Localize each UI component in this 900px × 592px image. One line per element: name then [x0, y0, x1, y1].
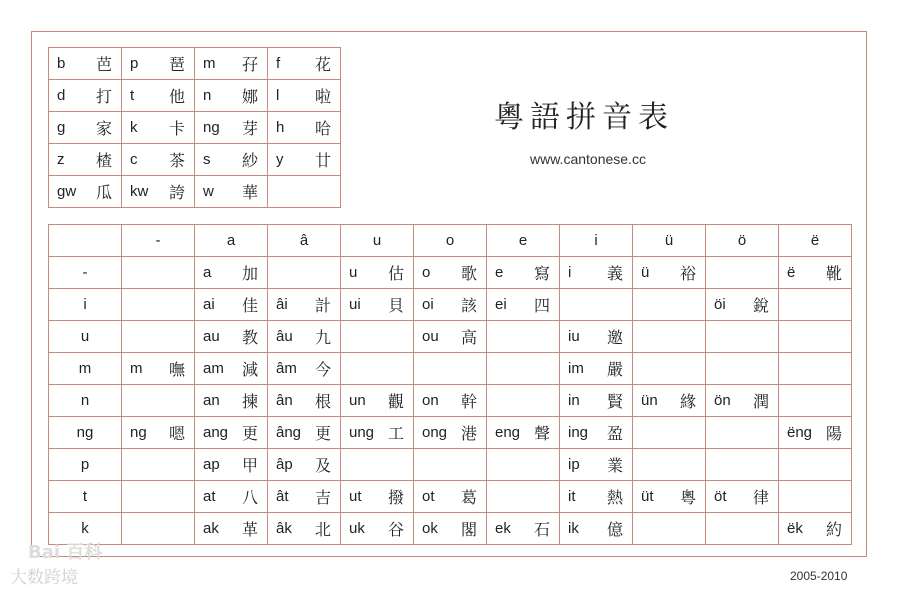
example-character: 家: [95, 119, 112, 138]
final-cell: [487, 321, 560, 353]
romanization: öi: [714, 296, 726, 313]
romanization: y: [276, 151, 284, 168]
romanization: g: [57, 119, 66, 136]
example-character: 吉: [314, 488, 331, 507]
vowel-header: -: [122, 225, 195, 257]
romanization: u: [349, 264, 358, 281]
final-cell: [414, 481, 487, 513]
romanization: p: [130, 55, 139, 72]
initial-cell: [195, 176, 268, 208]
final-cell: [341, 289, 414, 321]
example-character: 盈: [606, 424, 623, 443]
romanization: h: [276, 119, 285, 136]
example-character: 娜: [241, 87, 258, 106]
final-cell: [122, 257, 195, 289]
finals-row: [49, 417, 852, 449]
final-cell: [195, 353, 268, 385]
example-character: 更: [314, 424, 331, 443]
example-character: 揀: [241, 392, 258, 411]
initial-cell: [268, 48, 341, 80]
final-cell: [341, 417, 414, 449]
example-character: 楂: [95, 151, 112, 170]
example-character: 葛: [460, 488, 477, 507]
final-cell: [633, 385, 706, 417]
finals-row: [49, 321, 852, 353]
final-cell: [341, 385, 414, 417]
romanization: m: [130, 360, 143, 377]
initial-cell: [122, 144, 195, 176]
example-character: 教: [241, 328, 258, 347]
final-cell: [414, 321, 487, 353]
romanization: e: [495, 264, 504, 281]
example-character: 撥: [387, 488, 404, 507]
watermark-logo: Bai 百科: [28, 542, 103, 563]
romanization: ëk: [787, 520, 803, 537]
website-url: www.cantonese.cc: [530, 151, 646, 167]
romanization: s: [203, 151, 211, 168]
finals-row: [49, 513, 852, 545]
romanization: ap: [203, 456, 220, 473]
vowel-header: a: [195, 225, 268, 257]
finals-table: [48, 224, 852, 545]
final-cell: [487, 289, 560, 321]
final-cell: [122, 417, 195, 449]
example-character: 他: [168, 87, 185, 106]
initial-cell: [122, 112, 195, 144]
example-character: 誇: [168, 183, 185, 202]
final-cell: [779, 417, 852, 449]
initial-cell: [49, 48, 122, 80]
example-character: 工: [387, 424, 404, 443]
final-cell: [268, 449, 341, 481]
initial-cell: [49, 112, 122, 144]
example-character: 今: [314, 360, 331, 379]
romanization: ing: [568, 424, 589, 441]
romanization: âm: [276, 360, 297, 377]
example-character: 裕: [679, 264, 696, 283]
final-cell: [341, 257, 414, 289]
romanization: öt: [714, 488, 727, 505]
final-cell: [779, 481, 852, 513]
example-character: 緣: [679, 392, 696, 411]
final-cell: [560, 353, 633, 385]
example-character: 靴: [825, 264, 842, 283]
romanization: ot: [422, 488, 435, 505]
final-cell: [122, 353, 195, 385]
final-cell: [706, 385, 779, 417]
romanization: ong: [422, 424, 448, 441]
final-cell: [487, 353, 560, 385]
example-character: 義: [606, 264, 623, 283]
final-cell: [195, 481, 268, 513]
final-cell: [195, 321, 268, 353]
final-cell: [487, 449, 560, 481]
romanization: n: [203, 87, 212, 104]
initial-cell: [195, 144, 268, 176]
final-cell: [706, 513, 779, 545]
final-cell: [560, 385, 633, 417]
coda-label: u: [49, 321, 122, 353]
final-cell: [779, 385, 852, 417]
final-cell: [779, 513, 852, 545]
initial-cell: [49, 144, 122, 176]
example-character: 廿: [314, 151, 331, 170]
final-cell: [195, 385, 268, 417]
romanization: z: [57, 151, 65, 168]
romanization: m: [203, 55, 216, 72]
initial-cell: [195, 48, 268, 80]
final-cell: [122, 321, 195, 353]
final-cell: [633, 513, 706, 545]
example-character: 哈: [314, 119, 331, 138]
example-character: 約: [825, 520, 842, 539]
example-character: 熱: [606, 488, 623, 507]
example-character: 該: [460, 296, 477, 315]
initial-cell: [122, 176, 195, 208]
initial-cell: [49, 176, 122, 208]
final-cell: [706, 449, 779, 481]
final-cell: [633, 449, 706, 481]
romanization: k: [130, 119, 138, 136]
romanization: gw: [57, 183, 77, 200]
final-cell: [122, 481, 195, 513]
year-range: 2005-2010: [790, 569, 848, 583]
romanization: ip: [568, 456, 580, 473]
romanization: ë: [787, 264, 796, 281]
example-character: 芭: [95, 55, 112, 74]
example-character: 計: [314, 296, 331, 315]
final-cell: [341, 353, 414, 385]
final-cell: [195, 417, 268, 449]
example-character: 嗯: [168, 424, 185, 443]
example-character: 粵: [679, 488, 696, 507]
romanization: uk: [349, 520, 365, 537]
romanization: âng: [276, 424, 302, 441]
example-character: 甲: [241, 456, 258, 475]
example-character: 陽: [825, 424, 842, 443]
romanization: ng: [203, 119, 220, 136]
final-cell: [633, 257, 706, 289]
vowel-header: â: [268, 225, 341, 257]
romanization: im: [568, 360, 584, 377]
example-character: 億: [606, 520, 623, 539]
romanization: t: [130, 87, 135, 104]
romanization: a: [203, 264, 212, 281]
example-character: 嚴: [606, 360, 623, 379]
example-character: 潤: [752, 392, 769, 411]
final-cell: [341, 321, 414, 353]
final-cell: [706, 257, 779, 289]
final-cell: [414, 289, 487, 321]
example-character: 貝: [387, 296, 404, 315]
romanization: ei: [495, 296, 507, 313]
romanization: âu: [276, 328, 293, 345]
example-character: 根: [314, 392, 331, 411]
final-cell: [341, 449, 414, 481]
final-cell: [122, 289, 195, 321]
final-cell: [633, 289, 706, 321]
finals-row: [49, 449, 852, 481]
coda-label: i: [49, 289, 122, 321]
example-character: 孖: [241, 55, 258, 74]
coda-label: t: [49, 481, 122, 513]
final-cell: [560, 449, 633, 481]
vowel-header: e: [487, 225, 560, 257]
romanization: ât: [276, 488, 289, 505]
romanization: ak: [203, 520, 219, 537]
romanization: ü: [641, 264, 650, 281]
finals-row: [49, 385, 852, 417]
finals-row: [49, 257, 852, 289]
final-cell: [487, 417, 560, 449]
page-title: 粵語拼音表: [494, 100, 674, 135]
example-character: 革: [241, 520, 258, 539]
romanization: ik: [568, 520, 579, 537]
romanization: âp: [276, 456, 293, 473]
final-cell: [122, 513, 195, 545]
romanization: ut: [349, 488, 362, 505]
example-character: 茶: [168, 151, 185, 170]
vowel-header: o: [414, 225, 487, 257]
initials-row: [49, 176, 341, 208]
romanization: ân: [276, 392, 293, 409]
romanization: ang: [203, 424, 229, 441]
romanization: ng: [130, 424, 147, 441]
example-character: 八: [241, 488, 258, 507]
final-cell: [122, 449, 195, 481]
example-character: 銳: [752, 296, 769, 315]
coda-label: p: [49, 449, 122, 481]
final-cell: [268, 481, 341, 513]
final-cell: [195, 289, 268, 321]
watermark-account: 大数跨境: [10, 568, 78, 588]
finals-row: [49, 289, 852, 321]
example-character: 聲: [533, 424, 550, 443]
final-cell: [341, 513, 414, 545]
example-character: 嘸: [168, 360, 185, 379]
example-character: 觀: [387, 392, 404, 411]
final-cell: [706, 417, 779, 449]
final-cell: [414, 257, 487, 289]
example-character: 琶: [168, 55, 185, 74]
final-cell: [779, 257, 852, 289]
final-cell: [560, 417, 633, 449]
example-character: 瓜: [95, 183, 112, 202]
example-character: 賢: [606, 392, 623, 411]
final-cell: [779, 321, 852, 353]
final-cell: [560, 481, 633, 513]
final-cell: [268, 289, 341, 321]
romanization: l: [276, 87, 280, 104]
romanization: it: [568, 488, 576, 505]
romanization: âi: [276, 296, 288, 313]
final-cell: [414, 353, 487, 385]
romanization: ui: [349, 296, 361, 313]
final-cell: [414, 449, 487, 481]
example-character: 幹: [460, 392, 477, 411]
initials-row: [49, 48, 341, 80]
romanization: at: [203, 488, 216, 505]
final-cell: [779, 353, 852, 385]
final-cell: [706, 481, 779, 513]
coda-label: -: [49, 257, 122, 289]
initials-row: [49, 144, 341, 176]
final-cell: [706, 353, 779, 385]
example-character: 佳: [241, 296, 258, 315]
romanization: o: [422, 264, 431, 281]
coda-label: m: [49, 353, 122, 385]
romanization: ou: [422, 328, 439, 345]
final-cell: [195, 513, 268, 545]
example-character: 律: [752, 488, 769, 507]
romanization: ok: [422, 520, 438, 537]
example-character: 打: [95, 87, 112, 106]
example-character: 紗: [241, 151, 258, 170]
final-cell: [268, 417, 341, 449]
final-cell: [633, 321, 706, 353]
final-cell: [195, 257, 268, 289]
final-cell: [779, 289, 852, 321]
initial-cell: [268, 144, 341, 176]
example-character: 卡: [168, 119, 185, 138]
initials-row: [49, 80, 341, 112]
example-character: 歌: [460, 264, 477, 283]
final-cell: [341, 481, 414, 513]
final-cell: [779, 449, 852, 481]
final-cell: [487, 257, 560, 289]
initial-cell: [49, 80, 122, 112]
romanization: am: [203, 360, 224, 377]
romanization: i: [568, 264, 572, 281]
final-cell: [706, 321, 779, 353]
romanization: âk: [276, 520, 292, 537]
vowel-header: ë: [779, 225, 852, 257]
coda-label: k: [49, 513, 122, 545]
romanization: ai: [203, 296, 215, 313]
example-character: 及: [314, 456, 331, 475]
final-cell: [487, 385, 560, 417]
final-cell: [706, 289, 779, 321]
initial-cell: [195, 80, 268, 112]
example-character: 四: [533, 296, 550, 315]
final-cell: [268, 353, 341, 385]
final-cell: [560, 289, 633, 321]
finals-header-row: [49, 225, 852, 257]
vowel-header: [49, 225, 122, 257]
romanization: ung: [349, 424, 375, 441]
romanization: in: [568, 392, 580, 409]
example-character: 寫: [533, 264, 550, 283]
romanization: ön: [714, 392, 731, 409]
example-character: 花: [314, 55, 331, 74]
romanization: kw: [130, 183, 149, 200]
coda-label: n: [49, 385, 122, 417]
vowel-header: ü: [633, 225, 706, 257]
final-cell: [195, 449, 268, 481]
final-cell: [487, 513, 560, 545]
finals-row: [49, 353, 852, 385]
final-cell: [414, 385, 487, 417]
final-cell: [633, 481, 706, 513]
final-cell: [560, 257, 633, 289]
final-cell: [560, 513, 633, 545]
final-cell: [633, 417, 706, 449]
romanization: f: [276, 55, 281, 72]
final-cell: [560, 321, 633, 353]
romanization: w: [203, 183, 214, 200]
final-cell: [268, 321, 341, 353]
initial-cell: [268, 80, 341, 112]
example-character: 九: [314, 328, 331, 347]
romanization: on: [422, 392, 439, 409]
romanization: iu: [568, 328, 580, 345]
romanization: oi: [422, 296, 434, 313]
romanization: ün: [641, 392, 658, 409]
example-character: 港: [460, 424, 477, 443]
initial-cell: [122, 80, 195, 112]
example-character: 芽: [241, 119, 258, 138]
example-character: 業: [606, 456, 623, 475]
initials-row: [49, 112, 341, 144]
final-cell: [414, 513, 487, 545]
example-character: 華: [241, 183, 258, 202]
example-character: 邀: [606, 328, 623, 347]
romanization: d: [57, 87, 66, 104]
romanization: au: [203, 328, 220, 345]
romanization: an: [203, 392, 220, 409]
example-character: 北: [314, 520, 331, 539]
initial-cell: [195, 112, 268, 144]
vowel-header: ö: [706, 225, 779, 257]
romanization: üt: [641, 488, 654, 505]
romanization: ek: [495, 520, 511, 537]
coda-label: ng: [49, 417, 122, 449]
initials-table: [48, 47, 341, 208]
initial-cell: [268, 176, 341, 208]
finals-row: [49, 481, 852, 513]
example-character: 更: [241, 424, 258, 443]
example-character: 閣: [460, 520, 477, 539]
final-cell: [487, 481, 560, 513]
romanization: c: [130, 151, 138, 168]
romanization: ëng: [787, 424, 813, 441]
example-character: 谷: [387, 520, 404, 539]
vowel-header: i: [560, 225, 633, 257]
example-character: 高: [460, 328, 477, 347]
example-character: 減: [241, 360, 258, 379]
initial-cell: [122, 48, 195, 80]
example-character: 估: [387, 264, 404, 283]
final-cell: [268, 257, 341, 289]
romanization: un: [349, 392, 366, 409]
initial-cell: [268, 112, 341, 144]
final-cell: [633, 353, 706, 385]
example-character: 石: [533, 520, 550, 539]
final-cell: [414, 417, 487, 449]
final-cell: [268, 385, 341, 417]
example-character: 啦: [314, 87, 331, 106]
final-cell: [268, 513, 341, 545]
romanization: eng: [495, 424, 521, 441]
final-cell: [122, 385, 195, 417]
example-character: 加: [241, 264, 258, 283]
romanization: b: [57, 55, 66, 72]
vowel-header: u: [341, 225, 414, 257]
